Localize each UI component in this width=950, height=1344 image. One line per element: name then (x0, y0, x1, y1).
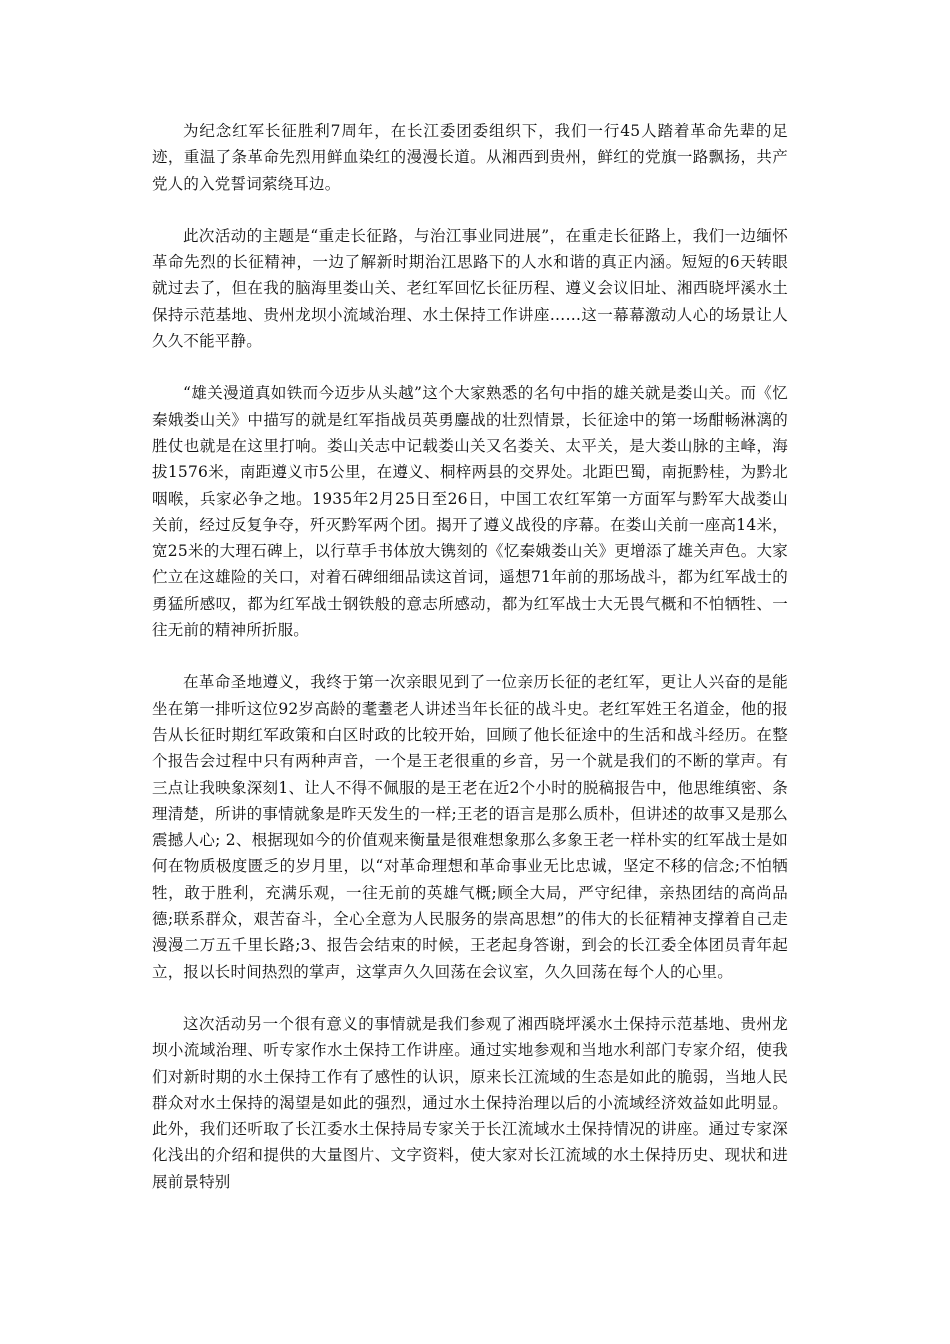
document-body (152, 118, 788, 1221)
paragraph-5: 这次活动另一个很有意义的事情就是我们参观了湘西晓坪溪水土保持示范基地、贵州龙坝小流域治理、听专家作水土保持工作讲座。通过实地参观和当地水利部门专家介绍，使我们对新时期的水土保持工作有了感性的认识，原来长江流域的生态是如此的脆弱，当地人民群众对水土保持的渴望是如此的强烈，通过水土保持治理以后的小流域经济效益如此明显。此外，我们还听取了长江委水土保持局专家关于长江流域水土保持情况的讲座。通过专家深化浅出的介绍和提供的大量图片、文字资料，使大家对长江流域的水土保持历史、现状和进展前景特别 (152, 1014, 788, 1191)
paragraph-3: “雄关漫道真如铁而今迈步从头越”这个大家熟悉的名句中指的雄关就是娄山关。而《忆秦娥娄山关》中描写的就是红军指战员英勇鏖战的壮烈情景，长征途中的第一场酣畅淋漓的胜仗也就是在这里打响。娄山关志中记载娄山关又名娄关、太平关，是大娄山脉的主峰，海拔1576米，南距遵义市5公里，在遵义、桐梓两县的交界处。北距巴蜀，南扼黔桂，为黔北咽喉，兵家必争之地。1935年2月25日至26日，中国工农红军第一方面军与黔军大战娄山关前，经过反复争夺，歼灭黔军两个团。揭开了遵义战役的序幕。在娄山关前一座高14米，宽25米的大理石碑上，以行草手书体放大镌刻的《忆秦娥娄山关》更增添了雄关声色。大家伫立在这雄险的关口，对着石碑细细品读这首词，遥想71年前的那场战斗，都为红军战士的勇猛所感叹，都为红军战士钢铁般的意志所感动，都为红军战士大无畏气概和不怕牺牲、一往无前的精神所折服。 (152, 384, 788, 640)
paragraph-1: 为纪念红军长征胜利7周年，在长江委团委组织下，我们一行45人踏着革命先辈的足迹，重温了条革命先烈用鲜血染红的漫漫长道。从湘西到贵州，鲜红的党旗一路飘扬，共产党人的入党誓词萦绕耳边。 (152, 122, 788, 193)
paragraph-4: 在革命圣地遵义，我终于第一次亲眼见到了一位亲历长征的老红军，更让人兴奋的是能坐在第一排听这位92岁高龄的耄耋老人讲述当年长征的战斗史。老红军姓王名道金，他的报告从长征时期红军政策和白区时政的比较开始，回顾了他长征途中的生活和战斗经历。在整个报告会过程中只有两种声音，一个是王老很重的乡音，另一个就是我们的不断的掌声。有三点让我映象深刻1、让人不得不佩服的是王老在近2个小时的脱稿报告中，他思维缜密、条理清楚，所讲的事情就象是昨天发生的一样;王老的语言是那么质朴，但讲述的故事又是那么震撼人心; 2、根据现如今的价值观来衡量是很难想象那么多象王老一样朴实的红军战士是如何在物质极度匮乏的岁月里，以“对革命理想和革命事业无比忠诚，坚定不移的信念;不怕牺牲，敢于胜利，充满乐观，一往无前的英雄气概;顾全大局，严守纪律，亲热团结的高尚品德;联系群众，艰苦奋斗，全心全意为人民服务的崇高思想”的伟大的长征精神支撑着自己走漫漫二万五千里长路;3、报告会结束的时候，王老起身答谢，到会的长江委全体团员青年起立，报以长时间热烈的掌声，这掌声久久回荡在会议室，久久回荡在每个人的心里。 (152, 673, 788, 981)
paragraph-2: 此次活动的主题是“重走长征路，与治江事业同进展”，在重走长征路上，我们一边缅怀革命先烈的长征精神，一边了解新时期治江思路下的人水和谐的真正内涵。短短的6天转眼就过去了，但在我的脑海里娄山关、老红军回忆长征历程、遵义会议旧址、湘西晓坪溪水土保持示范基地、贵州龙坝小流域治理、水土保持工作讲座……这一幕幕激动人心的场景让人久久不能平静。 (152, 226, 788, 351)
